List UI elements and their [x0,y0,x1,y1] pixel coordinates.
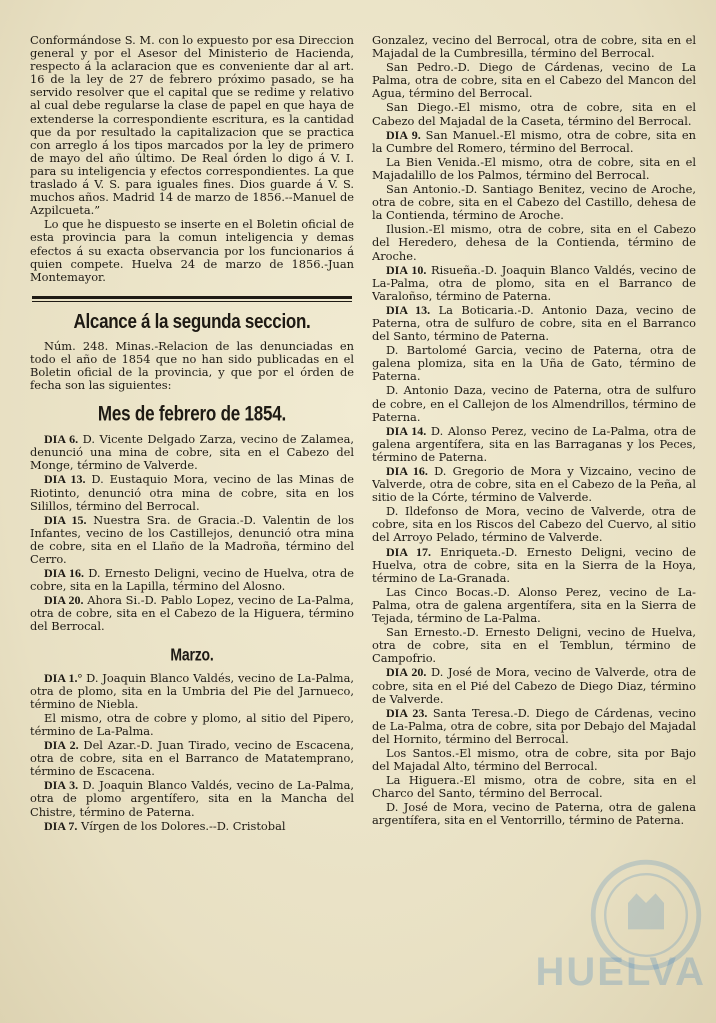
month-heading-february: Mes de febrero de 1854. [97,401,287,426]
entry-text: D. José de Mora, vecino de Valverde, otra de cobre, sita en el Pié del Cabezo de Diego Diaz, término de Valverde. [372,665,696,706]
mine-entry [30,594,354,633]
entry-day: DIA 3. [44,778,79,793]
entry-text: Gonzalez, vecino del Berrocal, otra de cobre, sita en el Majadal de la Cumbresilla, término del Berrocal. [372,34,696,61]
entry-day: DIA 16. [44,566,84,581]
mine-entry [372,223,696,262]
entry-day: DIA 2. [44,738,79,753]
entry-text: D. Gregorio de Mora y Vizcaino, vecino de Valverde, otra de cobre, sita en el Cabezo de la Peña, al sitio de la Córte, término de Valverde. [372,464,696,505]
mine-entry [372,707,696,746]
entry-day: DIA 16. [386,464,428,478]
mine-entry [372,465,696,504]
watermark-text: HUELVA [535,950,706,994]
entry-text: Risueña.-D. Joaquin Blanco Valdés, vecino de La-Palma, otra de plomo, sita en el Barranco de Varaloñso, término de Paterna. [372,262,696,303]
entry-day: DIA 15. [44,512,87,527]
mine-entry [372,586,696,625]
mine-entry [30,739,354,778]
mine-entry [372,129,696,155]
mine-entry [372,384,696,423]
mine-entry [372,666,696,705]
entry-text: San Antonio.-D. Santiago Benitez, vecino de Aroche, otra de cobre, sita en el Cabezo del Castillo, dehesa de la Contienda, término de Aroche. [372,182,696,223]
entry-day: DIA 13. [386,302,431,317]
intro-paragraph-1: Conformándose S. M. con lo expuesto por esa Direccion general y por el Asesor del Ministerio de Hacienda, respecto á la aclaracion que es conveniente dar al art. 16 de la ley de 27 de febrero próximo pasado, se ha servido resolver que el capital que se redime y relativo al cual debe regularse la clase de papel en que haya de extenderse la correspondiente escritura, es la cantidad que da por resultado la capitalizacion que se practica con arreglo á los tipos marcados por la ley de primero de mayo del año último. De Real órden lo digo á V. I. para su inteligencia y efectos correspondientes. La que traslado á V. S. para iguales fines. Dios guarde á V. S. muchos años. Madrid 14 de marzo de 1856.--Manuel de Azpilcueta.” [30,34,354,218]
section-title: Alcance á la segunda seccion. [73,309,311,333]
mine-entry [30,567,354,593]
mine-entry [30,672,354,711]
entry-text: Ahora Si.-D. Pablo Lopez, vecino de La-Palma, otra de cobre, sita en el Cabezo de la Higuera, término del Berrocal. [30,593,354,634]
entry-text: El mismo, otra de cobre y plomo, al sitio del Pipero, término de La-Palma. [30,710,354,738]
mine-entry [372,801,696,827]
mine-entry [372,774,696,800]
mine-entry [372,626,696,665]
entry-day: DIA 7. [44,818,78,833]
right-column-entries [372,34,696,828]
right-column [372,34,696,1003]
mine-entry [372,505,696,544]
entry-day: DIA 17. [386,544,431,559]
entry-text: San Diego.-El mismo, otra de cobre, sita en el Cabezo del Majadal de la Caseta, término del Berrocal. [372,100,696,128]
entry-day: DIA 20. [44,593,84,608]
entry-text: San Manuel.-El mismo, otra de cobre, sita en la Cumbre del Romero, término del Berrocal. [372,127,696,155]
entry-text: Los Santos.-El mismo, otra de cobre, sita por Bajo del Majadal Alto, término del Berrocal. [372,745,696,774]
entry-text: D. Ernesto Deligni, vecino de Huelva, otra de cobre, sita en la Lapilla, término del Alosno. [30,566,354,594]
entry-text: D. Joaquin Blanco Valdés, vecino de La-Palma, otra de plomo, sita en la Umbria del Pie del Jarnueco, término de Niebla. [30,670,354,711]
entry-text: D. Ildefonso de Mora, vecino de Valverde, otra de cobre, sita en los Riscos del Cabezo del Cuervo, al sitio del Arroyo Pelado, término de Valverde. [372,504,696,545]
entry-text: Nuestra Sra. de Gracia.-D. Valentin de los Infantes, vecino de los Castillejos, denunció otra mina de cobre, sita en el Llaño de la Madroña, término del Cerro. [30,512,354,566]
mine-entry [372,344,696,383]
entry-day: DIA 14. [386,423,427,438]
entry-text: Vírgen de los Dolores.--D. Cristobal [77,818,286,833]
mine-entry [372,747,696,773]
entry-text: D. Bartolomé Garcia, vecino de Paterna, otra de galena plomiza, sita en la Uña de Gato, término de Paterna. [372,343,696,384]
mine-entry [30,473,354,512]
entry-text: Santa Teresa.-D. Diego de Cárdenas, vecino de La-Palma, otra de cobre, sita por Debajo del Majadal del Hornito, término del Berrocal. [372,705,696,746]
notice-paragraph: Núm. 248. Minas.-Relacion de las denunciadas en todo el año de 1854 que no han sido publicadas en el Boletin oficial de la provincia, y que por el órden de fecha son las siguientes: [30,338,354,393]
mine-entry [372,546,696,585]
entry-day: DIA 6. [44,432,79,447]
mine-entry [30,779,354,818]
march-entries [30,672,354,833]
mine-entry [30,433,354,472]
entry-text: San Ernesto.-D. Ernesto Deligni, vecino de Huelva, otra de cobre, sita en el Temblun, término de Campofrio. [372,625,696,666]
entry-text: Las Cinco Bocas.-D. Alonso Perez, vecino de La-Palma, otra de galena argentífera, sita en la Sierra de Tejada, término de La-Palma. [372,584,696,626]
mine-entry [30,514,354,566]
entry-text: Del Azar.-D. Juan Tirado, vecino de Escacena, otra de cobre, sita en el Barranco de Matatemprano, término de Escacena. [30,738,354,779]
month-heading-march: Marzo. [170,643,214,664]
text-columns [30,34,696,1003]
entry-text: Ilusion.-El mismo, otra de cobre, sita en el Cabezo del Heredero, dehesa de la Contienda, término de Aroche. [372,222,696,263]
entry-day: DIA 9. [386,127,421,142]
entry-text: D. Joaquin Blanco Valdés, vecino de La-Palma, otra de plomo argentífero, sita en la Mancha del Chistre, término de Paterna. [30,778,354,819]
mine-entry [30,820,354,833]
mine-entry [372,34,696,60]
entry-text: D. José de Mora, vecino de Paterna, otra de galena argentífera, sita en el Ventorrillo, término de Paterna. [372,800,696,828]
entry-text: D. Eustaquio Mora, vecino de las Minas de Riotinto, denunció otra mina de cobre, sita en los Silillos, término del Berrocal. [30,472,354,513]
mine-entry [372,425,696,464]
entry-text: La Boticaria.-D. Antonio Daza, vecino de Paterna, otra de sulfuro de cobre, sita en el Barranco del Santo, término de Paterna. [372,302,696,344]
entry-text: San Pedro.-D. Diego de Cárdenas, vecino de La Palma, otra de cobre, sita en el Cabezo del Mancon del Agua, término del Berrocal. [372,60,696,101]
mine-entry [372,61,696,100]
mine-entry [372,101,696,127]
entry-text: La Higuera.-El mismo, otra de cobre, sita en el Charco del Santo, término del Berrocal. [372,773,696,801]
entry-day: DIA 13. [44,472,86,487]
section-divider [32,296,352,302]
mine-entry [30,712,354,738]
mine-entry [372,264,696,303]
entry-day: DIA 20. [386,665,427,680]
entry-text: D. Antonio Daza, vecino de Paterna, otra de sulfuro de cobre, en el Callejon de los Almendrillos, término de Paterna. [372,383,696,424]
february-entries [30,433,354,633]
entry-day: DIA 10. [386,262,427,277]
entry-day: DIA 1.° [44,670,83,685]
intro-paragraph-2: Lo que he dispuesto se inserte en el Boletin oficial de esta provincia para la comun inteligencia y demas efectos á su exacta observancia por los funcionarios á quien compete. Huelva 24 de marzo de 1856.-Juan Montemayor. [30,217,354,284]
entry-text: D. Vicente Delgado Zarza, vecino de Zalamea, denunció una mina de cobre, sita en el Cabezo del Monge, término de Valverde. [30,432,354,473]
entry-day: DIA 23. [386,705,428,720]
mine-entry [372,156,696,182]
entry-text: La Bien Venida.-El mismo, otra de cobre, sita en el Majadalillo de los Palmos, término del Berrocal. [372,154,696,182]
left-column [30,34,354,1003]
mine-entry [372,304,696,343]
mine-entry [372,183,696,222]
entry-text: Enriqueta.-D. Ernesto Deligni, vecino de Huelva, otra de cobre, sita en la Sierra de la Hoya, término de La-Granada. [372,544,696,585]
entry-text: D. Alonso Perez, vecino de La-Palma, otra de galena argentífera, sita en las Barraganas y los Peces, término de Paterna. [372,423,696,464]
